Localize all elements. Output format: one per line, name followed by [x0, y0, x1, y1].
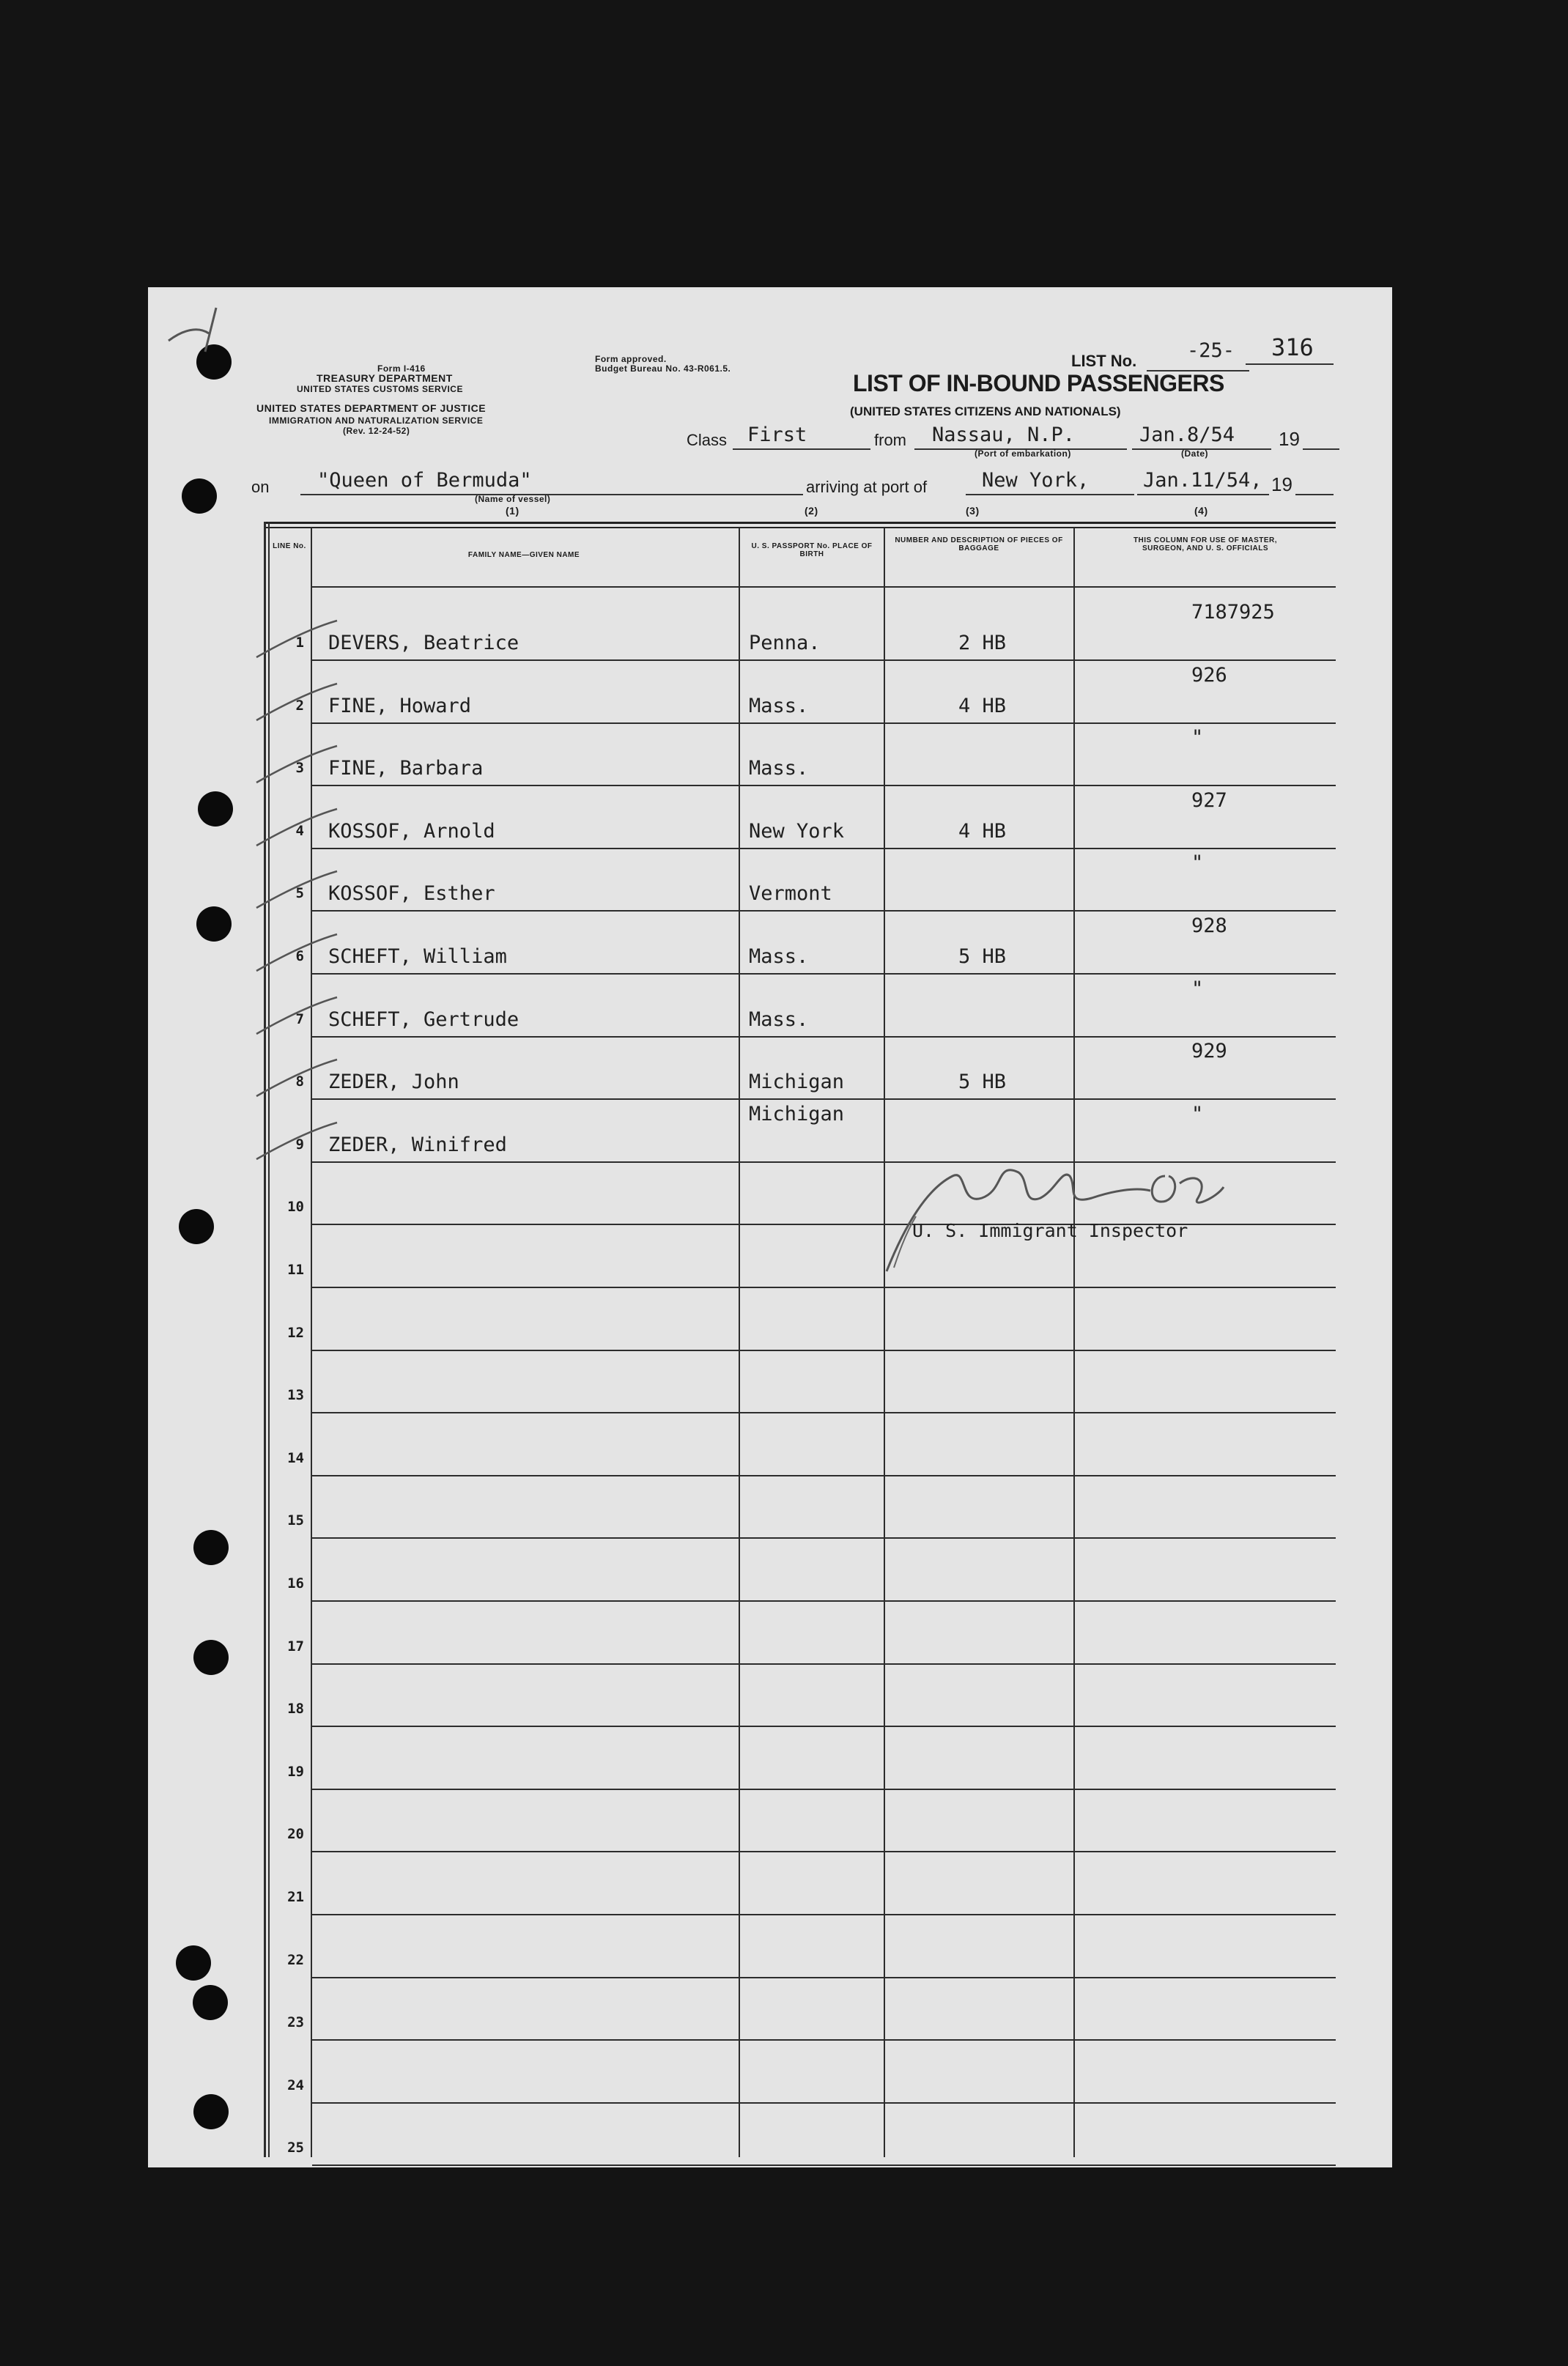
row-check-mark-icon	[253, 868, 341, 912]
official-number: 929	[1191, 1040, 1227, 1062]
row-divider	[312, 1098, 1336, 1100]
form-number: Form I-416	[377, 363, 426, 374]
port-embarkation-caption: (Port of embarkation)	[975, 448, 1071, 459]
list-no-value: -25-	[1187, 339, 1235, 362]
column-header-officials: THIS COLUMN FOR USE OF MASTER, SURGEON, AND U. S. OFFICIALS	[1133, 536, 1278, 552]
from-value: Nassau, N.P.	[932, 424, 1076, 446]
row-line-number: 4	[295, 823, 304, 839]
form-title: LIST OF IN-BOUND PASSENGERS	[853, 370, 1224, 396]
row-divider	[312, 722, 1336, 724]
row-divider	[312, 1789, 1336, 1790]
row-divider	[312, 785, 1336, 786]
passenger-name: ZEDER, John	[328, 1071, 459, 1093]
department-name: TREASURY DEPARTMENT	[317, 372, 453, 384]
row-divider	[312, 1475, 1336, 1476]
row-line-number: 24	[287, 2077, 304, 2093]
row-line-number: 20	[287, 1826, 304, 1842]
column-header-name: FAMILY NAME—GIVEN NAME	[467, 551, 580, 559]
punch-hole	[198, 791, 233, 827]
row-divider	[312, 1726, 1336, 1727]
passenger-name: SCHEFT, William	[328, 945, 507, 968]
row-check-mark-icon	[253, 680, 341, 724]
place-of-birth: Mass.	[749, 757, 809, 780]
row-check-mark-icon	[253, 994, 341, 1038]
column-number-3: (3)	[966, 505, 980, 517]
place-of-birth: Michigan	[749, 1103, 845, 1125]
baggage-description: 4 HB	[958, 820, 1007, 843]
form-approved: Form approved.	[595, 354, 667, 364]
passport-divider	[884, 528, 885, 2157]
class-value: First	[747, 424, 807, 446]
row-divider	[312, 1977, 1336, 1978]
arrival-year-underline	[1295, 494, 1334, 495]
punch-hole	[176, 1945, 211, 1981]
row-divider	[312, 1663, 1336, 1665]
page-number-underline	[1246, 363, 1334, 365]
arrival-date: Jan.11/54,	[1143, 469, 1262, 492]
column-number-1: (1)	[506, 505, 519, 517]
row-divider	[312, 2039, 1336, 2041]
row-line-number: 23	[287, 2014, 304, 2030]
passenger-name: DEVERS, Beatrice	[328, 632, 519, 654]
customs-service: UNITED STATES CUSTOMS SERVICE	[297, 384, 463, 394]
row-line-number: 2	[295, 698, 304, 714]
passenger-name: SCHEFT, Gertrude	[328, 1008, 519, 1031]
row-line-number: 12	[287, 1325, 304, 1341]
vessel-name: "Queen of Bermuda"	[317, 469, 532, 492]
place-of-birth: Penna.	[749, 632, 821, 654]
punch-hole	[182, 478, 217, 514]
punch-hole	[179, 1209, 214, 1244]
punch-hole	[193, 1640, 229, 1675]
punch-hole	[193, 1530, 229, 1565]
column-header-baggage: NUMBER AND DESCRIPTION OF PIECES OF BAGGAGE	[895, 536, 1063, 552]
list-no-label: LIST No.	[1071, 352, 1137, 370]
row-divider	[312, 1287, 1336, 1288]
row-divider	[312, 1600, 1336, 1602]
place-of-birth: Mass.	[749, 1008, 809, 1031]
table-top-border-inner	[264, 527, 1336, 528]
row-check-mark-icon	[253, 1056, 341, 1100]
row-line-number: 21	[287, 1889, 304, 1905]
row-line-number: 25	[287, 2140, 304, 2156]
arrival-year-prefix: 19	[1271, 473, 1293, 495]
row-line-number: 13	[287, 1387, 304, 1403]
punch-hole	[193, 2094, 229, 2129]
inspector-signature	[872, 1147, 1282, 1279]
date-caption: (Date)	[1181, 448, 1209, 459]
row-line-number: 22	[287, 1952, 304, 1968]
row-divider	[312, 2102, 1336, 2104]
row-check-mark-icon	[253, 742, 341, 786]
punch-hole	[196, 906, 232, 942]
budget-bureau: Budget Bureau No. 43-R061.5.	[595, 363, 731, 374]
row-divider	[312, 1350, 1336, 1351]
passenger-name: KOSSOF, Arnold	[328, 820, 495, 843]
column-number-2: (2)	[805, 505, 818, 517]
baggage-description: 4 HB	[958, 695, 1007, 717]
official-number: "	[1191, 851, 1204, 874]
baggage-divider	[1073, 528, 1075, 2157]
official-number: "	[1191, 726, 1204, 749]
justice-department: UNITED STATES DEPARTMENT OF JUSTICE	[256, 402, 487, 414]
official-number: 926	[1191, 664, 1227, 687]
arrival-port-underline	[966, 494, 1134, 495]
row-check-mark-icon	[253, 931, 341, 975]
baggage-description: 2 HB	[958, 632, 1007, 654]
arrival-port: New York,	[982, 469, 1090, 492]
name-divider	[739, 528, 740, 2157]
table-top-border	[264, 522, 1336, 524]
row-divider	[312, 1537, 1336, 1539]
vessel-caption: (Name of vessel)	[475, 494, 551, 504]
ins-name: IMMIGRATION AND NATURALIZATION SERVICE	[269, 415, 484, 426]
departure-date: Jan.8/54	[1139, 424, 1235, 446]
row-line-number: 18	[287, 1701, 304, 1717]
vessel-underline	[300, 494, 803, 495]
punch-hole	[193, 1985, 228, 2020]
arriving-label: arriving at port of	[806, 478, 928, 496]
row-divider	[312, 1851, 1336, 1852]
row-divider	[312, 973, 1336, 975]
place-of-birth: Vermont	[749, 882, 832, 905]
row-line-number: 3	[295, 760, 304, 776]
row-divider	[312, 910, 1336, 912]
official-number: 928	[1191, 914, 1227, 937]
official-number: "	[1191, 977, 1204, 1000]
row-divider	[312, 1036, 1336, 1038]
official-number: 7187925	[1191, 601, 1275, 624]
column-number-4: (4)	[1194, 505, 1208, 517]
place-of-birth: New York	[749, 820, 845, 843]
row-line-number: 17	[287, 1638, 304, 1655]
class-underline	[733, 448, 870, 450]
row-divider	[312, 2164, 1336, 2166]
row-line-number: 5	[295, 885, 304, 901]
departure-year-underline	[1303, 448, 1339, 450]
check-mark-icon	[165, 300, 245, 359]
inspector-title: U. S. Immigrant Inspector	[912, 1220, 1188, 1241]
place-of-birth: Mass.	[749, 945, 809, 968]
row-line-number: 15	[287, 1512, 304, 1528]
row-line-number: 14	[287, 1450, 304, 1466]
page-number: 316	[1271, 333, 1314, 361]
row-divider	[312, 1914, 1336, 1915]
baggage-description: 5 HB	[958, 945, 1007, 968]
row-line-number: 9	[295, 1136, 304, 1153]
baggage-description: 5 HB	[958, 1071, 1007, 1093]
official-number: 927	[1191, 789, 1227, 812]
form-revision: (Rev. 12-24-52)	[343, 426, 410, 436]
passenger-name: ZEDER, Winifred	[328, 1134, 507, 1156]
place-of-birth: Mass.	[749, 695, 809, 717]
row-line-number: 7	[295, 1011, 304, 1027]
row-line-number: 19	[287, 1764, 304, 1780]
row-line-number: 11	[287, 1262, 304, 1278]
row-check-mark-icon	[253, 617, 341, 661]
row-line-number: 10	[287, 1199, 304, 1215]
row-line-number: 6	[295, 948, 304, 964]
passenger-name: FINE, Howard	[328, 695, 472, 717]
passenger-name: FINE, Barbara	[328, 757, 484, 780]
row-line-number: 8	[295, 1073, 304, 1090]
column-header-line-no: LINE No.	[273, 542, 306, 550]
official-number: "	[1191, 1103, 1204, 1125]
passenger-name: KOSSOF, Esther	[328, 882, 495, 905]
header-bottom-line	[312, 586, 1336, 588]
row-divider	[312, 659, 1336, 661]
row-divider	[312, 1412, 1336, 1413]
column-header-passport: U. S. PASSPORT No. PLACE OF BIRTH	[751, 542, 873, 558]
row-line-number: 1	[295, 635, 304, 651]
from-label: from	[874, 431, 906, 449]
row-line-number: 16	[287, 1575, 304, 1591]
form-subtitle: (UNITED STATES CITIZENS AND NATIONALS)	[850, 404, 1121, 418]
place-of-birth: Michigan	[749, 1071, 845, 1093]
class-label: Class	[687, 431, 728, 449]
departure-year-prefix: 19	[1279, 428, 1300, 450]
row-divider	[312, 848, 1336, 849]
arrival-date-underline	[1137, 494, 1269, 495]
row-check-mark-icon	[253, 1119, 341, 1163]
on-label: on	[251, 478, 270, 496]
row-check-mark-icon	[253, 805, 341, 849]
